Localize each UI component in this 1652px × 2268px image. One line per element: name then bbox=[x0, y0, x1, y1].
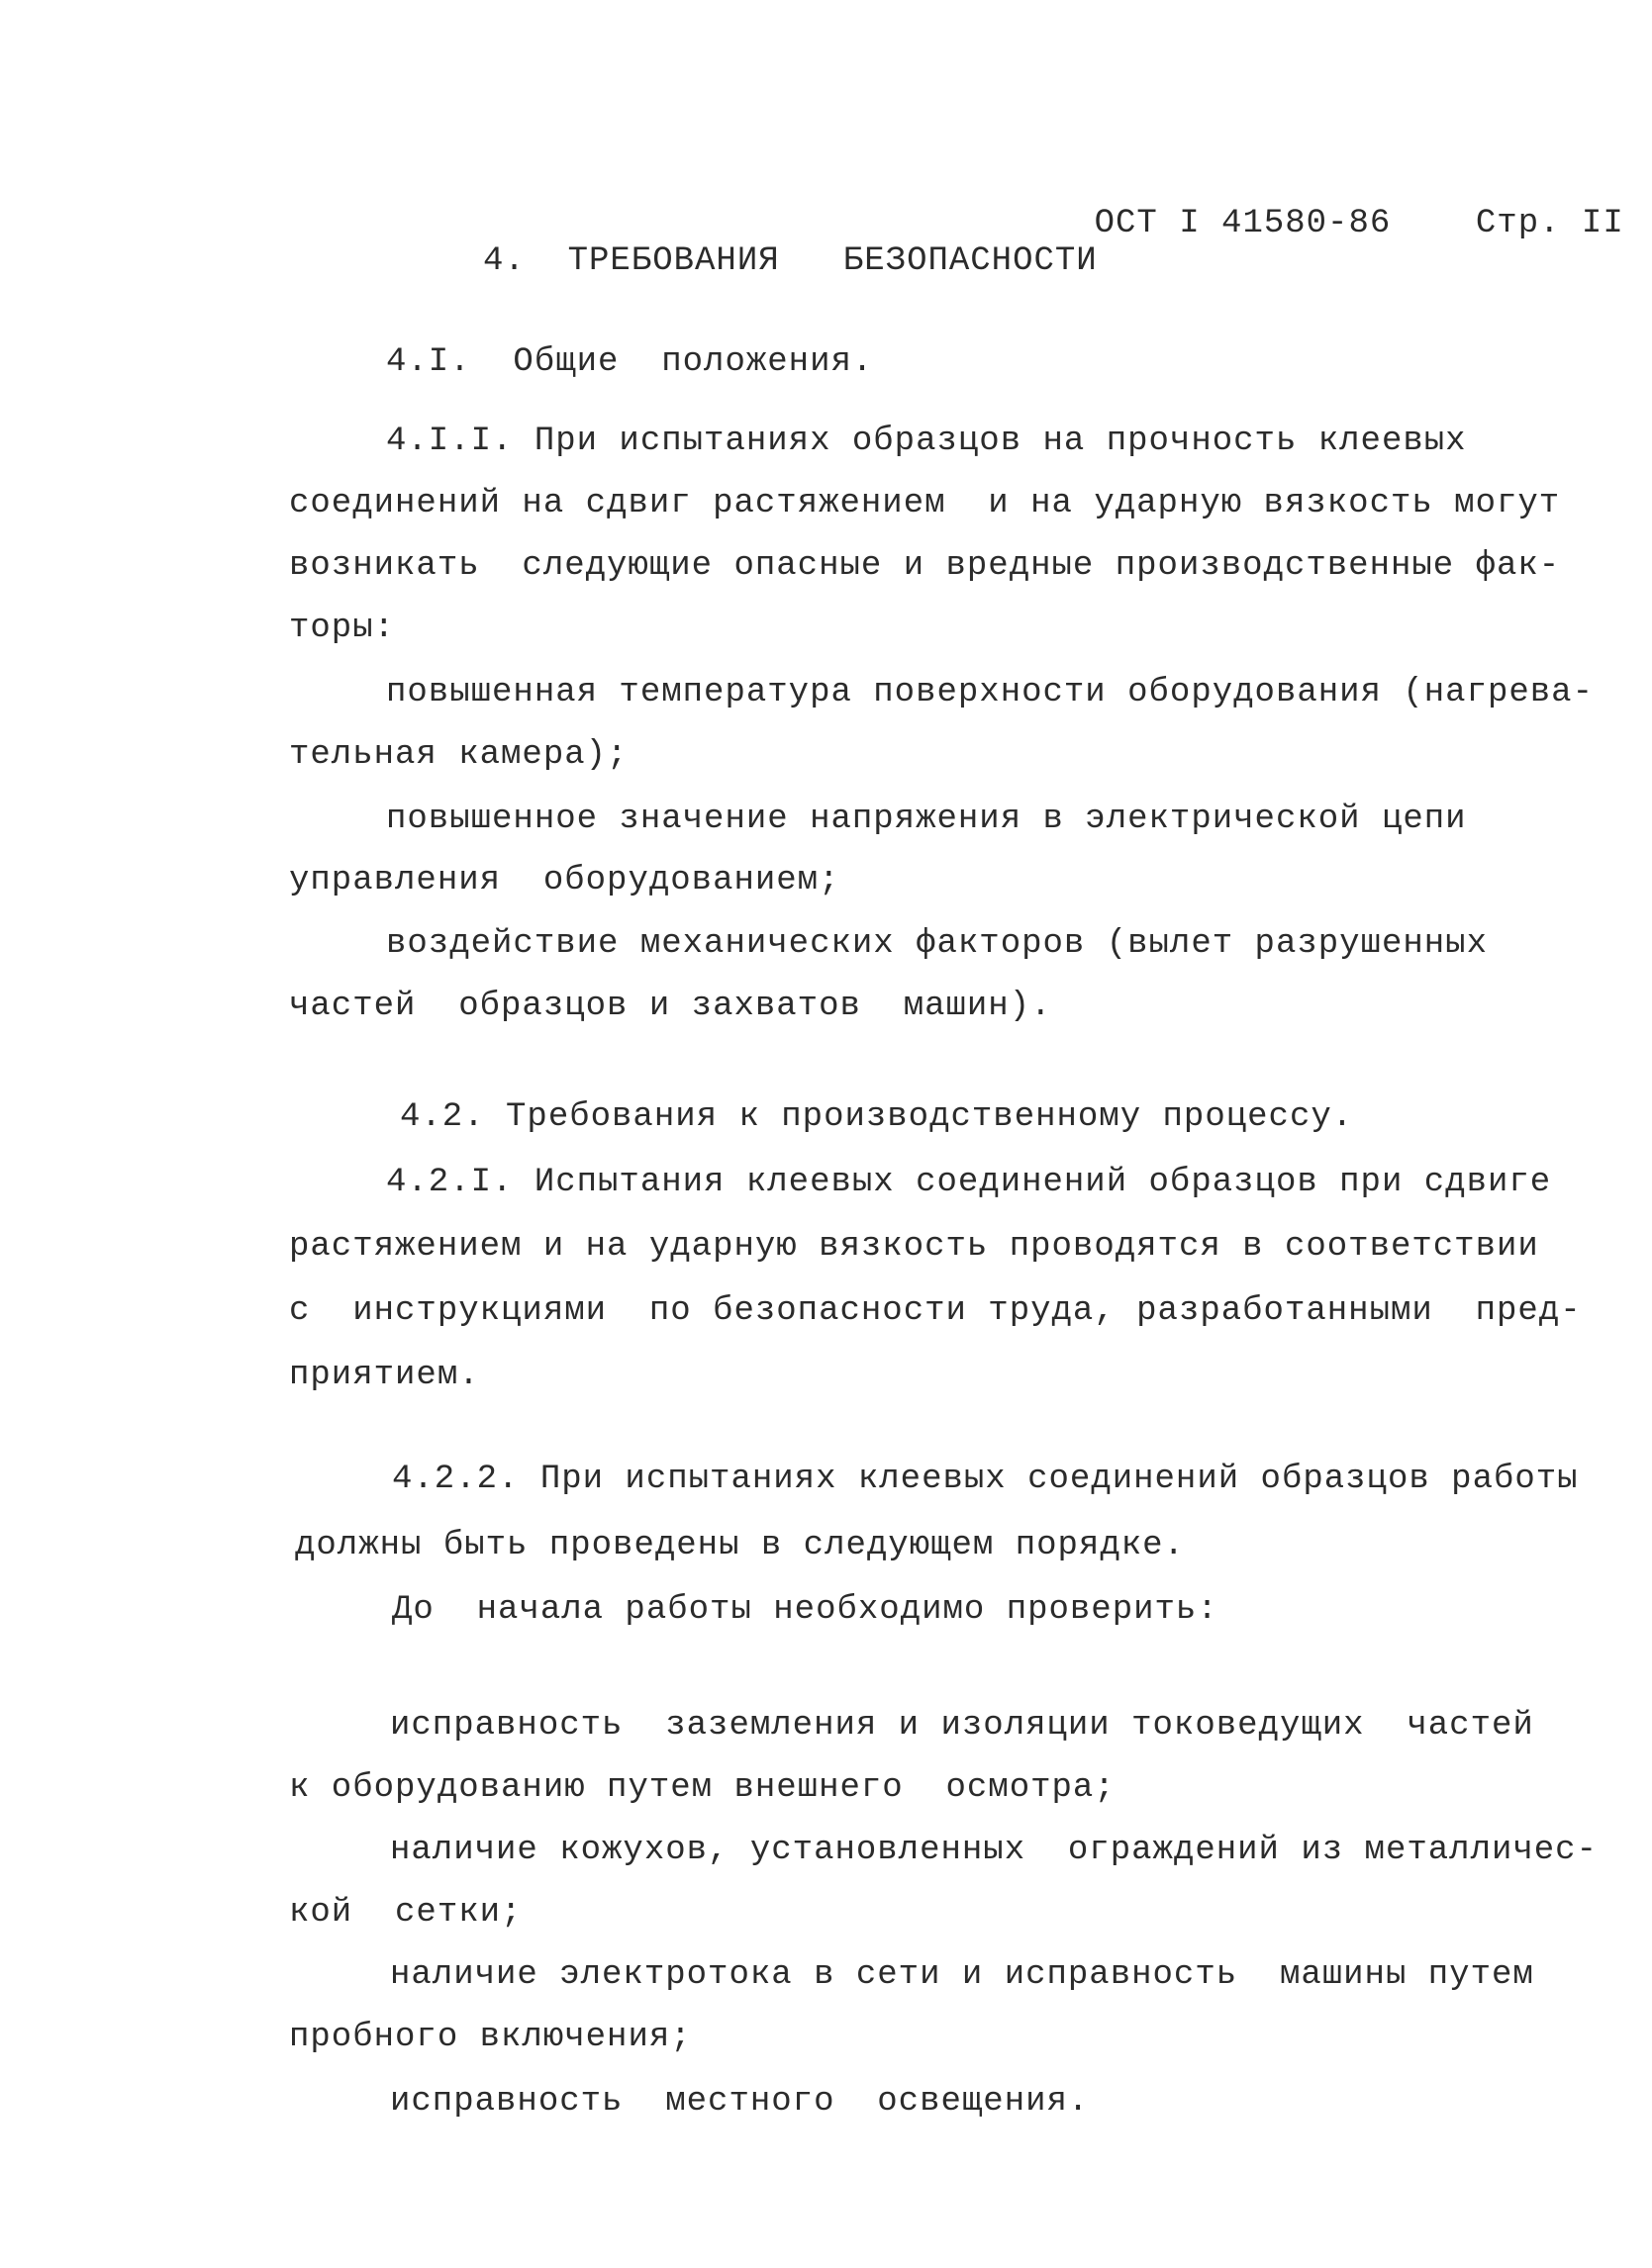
list-item-line: исправность заземления и изоляции токоведущих частей bbox=[390, 1707, 1534, 1745]
subsection-heading: 4.2. Требования к производственному процессу. bbox=[400, 1098, 1354, 1136]
section-title: 4. ТРЕБОВАНИЯ БЕЗОПАСНОСТИ bbox=[483, 242, 1098, 280]
list-item-line: кой сетки; bbox=[289, 1894, 523, 1932]
list-item-line: наличие электротока в сети и исправность машины путем bbox=[390, 1956, 1534, 1994]
list-item-line: повышенная температура поверхности оборудования (нагрева- bbox=[386, 674, 1594, 711]
paragraph-line: растяжением и на ударную вязкость проводятся в соответствии bbox=[289, 1228, 1539, 1266]
paragraph-line: приятием. bbox=[289, 1357, 480, 1394]
paragraph-line: с инструкциями по безопасности труда, разработанными пред- bbox=[289, 1292, 1582, 1330]
paragraph-line: возникать следующие опасные и вредные производственные фак- bbox=[289, 547, 1561, 585]
list-item-line: управления оборудованием; bbox=[289, 862, 840, 899]
paragraph-line: соединений на сдвиг растяжением и на ударную вязкость могут bbox=[289, 485, 1561, 522]
paragraph-line: 4.I.I. При испытаниях образцов на прочность клеевых bbox=[386, 423, 1467, 460]
list-item-line: исправность местного освещения. bbox=[390, 2083, 1090, 2121]
list-item-line: частей образцов и захватов машин). bbox=[289, 988, 1052, 1025]
list-item-line: наличие кожухов, установленных ограждений из металличес- bbox=[390, 1832, 1598, 1869]
list-item-line: к оборудованию путем внешнего осмотра; bbox=[289, 1769, 1116, 1807]
subsection-heading: 4.I. Общие положения. bbox=[386, 343, 874, 381]
list-item-line: воздействие механических факторов (вылет разрушенных bbox=[386, 925, 1488, 963]
page-number: Стр. II bbox=[1475, 205, 1624, 242]
list-item-line: повышенное значение напряжения в электрической цепи bbox=[386, 801, 1467, 838]
page-header bbox=[1010, 164, 1624, 283]
paragraph-line: 4.2.2. При испытаниях клеевых соединений образцов работы bbox=[392, 1461, 1579, 1498]
paragraph-line: До начала работы необходимо проверить: bbox=[392, 1591, 1218, 1629]
list-item-line: пробного включения; bbox=[289, 2019, 692, 2056]
paragraph-line: торы: bbox=[289, 610, 396, 647]
document-code: ОСТ I 41580-86 bbox=[1094, 205, 1392, 242]
list-item-line: тельная камера); bbox=[289, 736, 629, 774]
paragraph-line: должны быть проведены в следующем порядке. bbox=[295, 1527, 1185, 1564]
paragraph-line: 4.2.I. Испытания клеевых соединений образцов при сдвиге bbox=[386, 1164, 1552, 1201]
